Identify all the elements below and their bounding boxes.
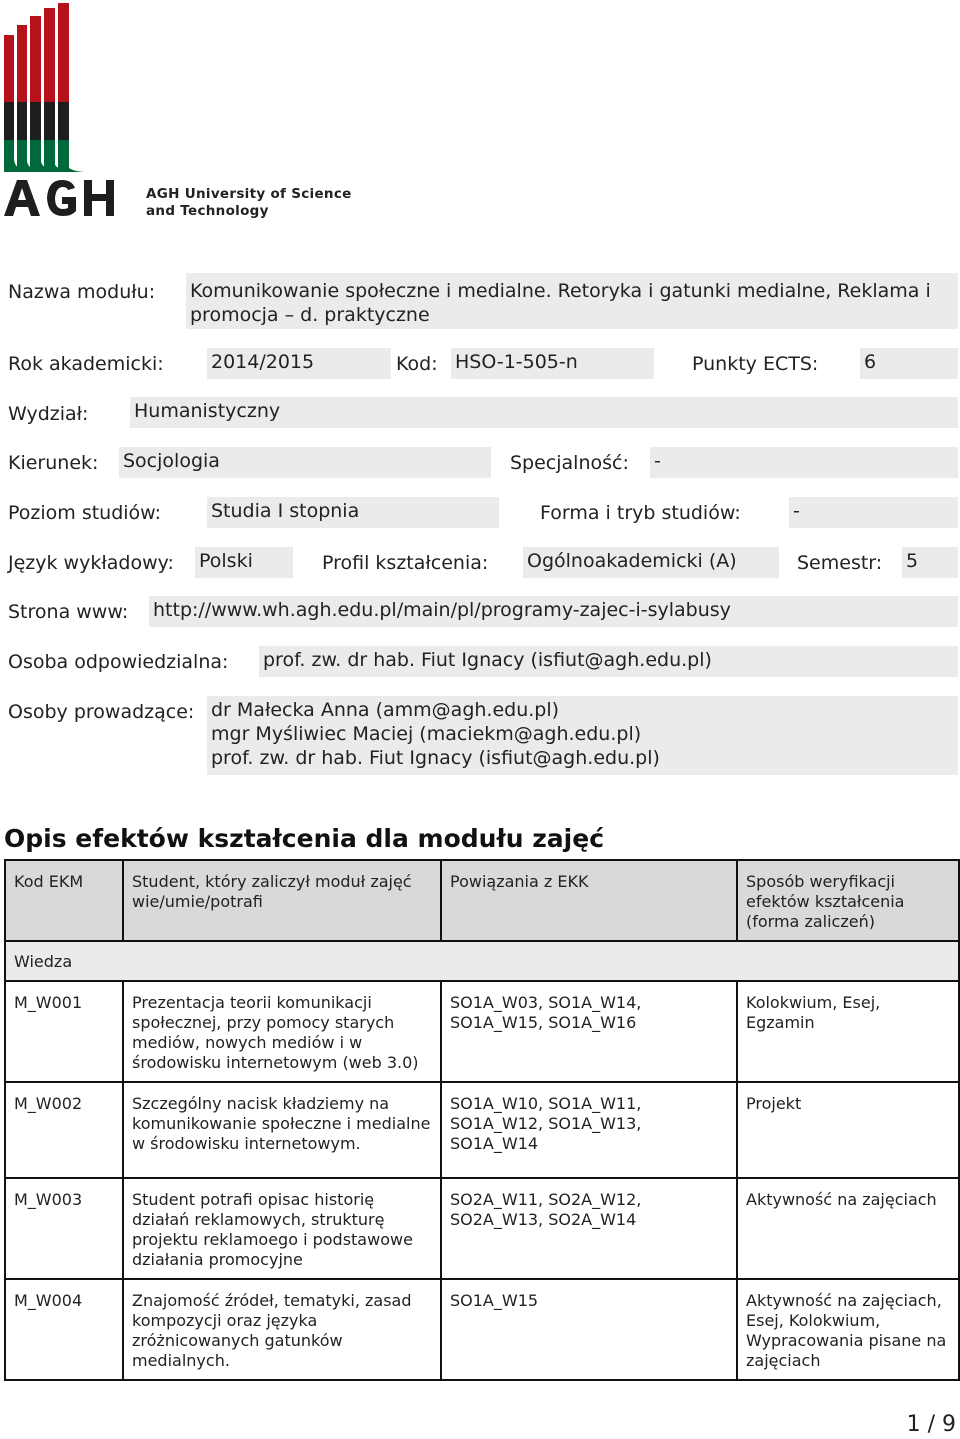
cell-opis: Student potrafi opisac historię działań reklamowych, strukturę projektu reklamoego i podstawowe działania promocyjne [123,1178,441,1279]
logo-stripes [4,3,88,172]
page-number: 1 / 9 [906,1412,956,1437]
kod-value: HSO-1-505-n [451,348,654,379]
logo-letters [4,180,114,216]
www-label: Strona www: [8,601,129,623]
group-wiedza: Wiedza [5,941,959,981]
cell-sposob: Kolokwium, Esej, Egzamin [737,981,959,1082]
table-row [5,1279,959,1380]
prowadzacy-3: prof. zw. dr hab. Fiut Ignacy (isfiut@agh.edu.pl) [211,747,660,769]
cell-opis: Prezentacja teorii komunikacji społecznej, przy pomocy starych mediów, nowych mediów i w środowisku internetowym (web 3.0) [123,981,441,1082]
poziom-value: Studia I stopnia [207,497,499,528]
cell-sposob: Projekt [737,1082,959,1178]
cell-kod: M_W004 [5,1279,123,1380]
prowadzace-label: Osoby prowadzące: [8,701,195,723]
osoba-label: Osoba odpowiedzialna: [8,651,229,673]
cell-powiazania: SO1A_W03, SO1A_W14, SO1A_W15, SO1A_W16 [441,981,737,1082]
forma-label: Forma i tryb studiów: [540,502,741,524]
table-header-row [5,860,959,941]
cell-kod: M_W003 [5,1178,123,1279]
university-line1: AGH University of Science [146,186,352,202]
prowadzacy-1: dr Małecka Anna (amm@agh.edu.pl) [211,699,560,721]
kierunek-value: Socjologia [119,447,491,478]
header-powiazania: Powiązania z EKK [441,860,737,941]
cell-kod: M_W001 [5,981,123,1082]
nazwa-value: Komunikowanie społeczne i medialne. Retoryka i gatunki medialne, Reklama i promocja – d. praktyczne [186,273,958,329]
table-row [5,1082,959,1178]
rok-value: 2014/2015 [207,348,391,379]
cell-opis: Szczególny nacisk kładziemy na komunikowanie społeczne i medialne w środowisku internetowym. [123,1082,441,1178]
semestr-value: 5 [902,547,958,578]
cell-sposob: Aktywność na zajęciach [737,1178,959,1279]
ects-label: Punkty ECTS: [692,353,819,375]
rok-label: Rok akademicki: [8,353,164,375]
prowadzace-value [207,696,958,775]
kod-label: Kod: [396,353,438,375]
semestr-label: Semestr: [797,552,883,574]
wydzial-value: Humanistyczny [130,397,958,428]
cell-powiazania: SO1A_W15 [441,1279,737,1380]
table-row [5,981,959,1082]
ects-value: 6 [860,348,958,379]
efekty-table [4,859,960,1381]
www-link[interactable]: http://www.wh.agh.edu.pl/main/pl/programy-zajec-i-sylabusy [149,596,958,627]
jezyk-value: Polski [195,547,293,578]
header-sposob: Sposób weryfikacji efektów kształcenia (forma zaliczeń) [737,860,959,941]
kierunek-label: Kierunek: [8,452,99,474]
wydzial-label: Wydział: [8,403,89,425]
header-student: Student, który zaliczył moduł zajęć wie/umie/potrafi [123,860,441,941]
table-row [5,1178,959,1279]
osoba-value: prof. zw. dr hab. Fiut Ignacy (isfiut@agh.edu.pl) [259,646,958,677]
specjalnosc-value: - [650,447,958,478]
university-line2: and Technology [146,203,269,219]
forma-value: - [789,497,958,528]
prowadzacy-2: mgr Myśliwiec Maciej (maciekm@agh.edu.pl) [211,723,642,745]
profil-label: Profil kształcenia: [322,552,489,574]
jezyk-label: Język wykładowy: [8,552,174,574]
cell-powiazania: SO1A_W10, SO1A_W11, SO1A_W12, SO1A_W13, SO1A_W14 [441,1082,737,1178]
cell-opis: Znajomość źródeł, tematyki, zasad kompozycji oraz języka zróżnicowanych gatunków medialnych. [123,1279,441,1380]
section-title: Opis efektów kształcenia dla modułu zajęć [4,824,605,853]
cell-kod: M_W002 [5,1082,123,1178]
header-kod: Kod EKM [5,860,123,941]
cell-sposob: Aktywność na zajęciach, Esej, Kolokwium, Wypracowania pisane na zajęciach [737,1279,959,1380]
cell-powiazania: SO2A_W11, SO2A_W12, SO2A_W13, SO2A_W14 [441,1178,737,1279]
profil-value: Ogólnoakademicki (A) [523,547,779,578]
group-row [5,941,959,981]
specjalnosc-label: Specjalność: [510,452,629,474]
university-name [146,186,352,220]
nazwa-label: Nazwa modułu: [8,281,156,303]
poziom-label: Poziom studiów: [8,502,162,524]
